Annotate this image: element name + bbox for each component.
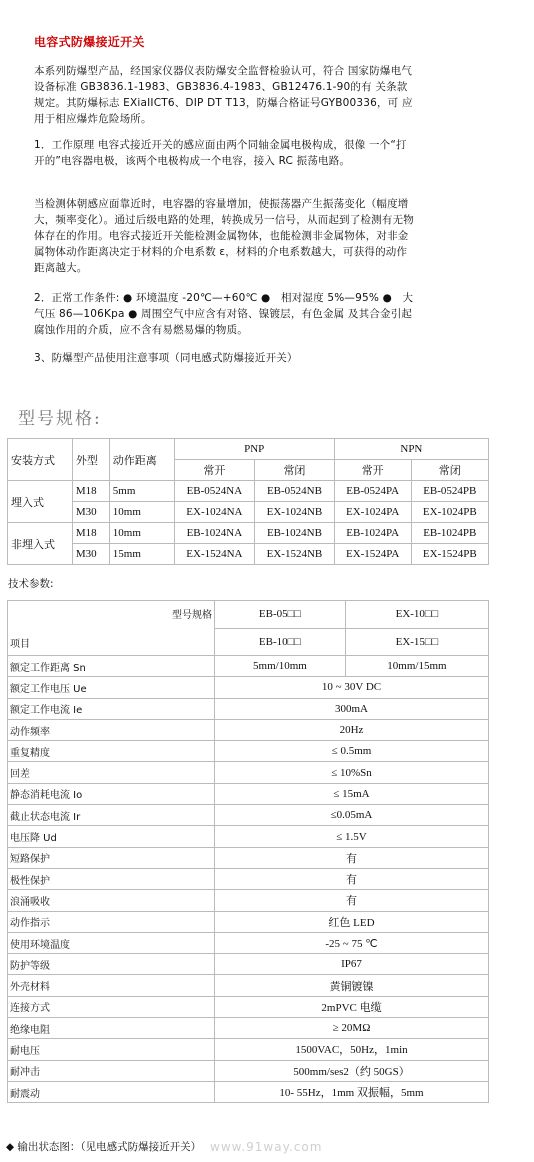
spec-label: 动作频率 [8,719,215,740]
spec-label: 动作指示 [8,911,215,932]
header-pnp-nc: 常闭 [255,460,335,481]
spec-value: IP67 [215,954,489,975]
cell-shape: M30 [72,544,109,565]
cell-shape: M18 [72,523,109,544]
output-state-note: ◆ 输出状态图：（见电感式防爆接近开关） [6,1141,202,1153]
detection-paragraph: 当检测体朝感应面靠近时，电容器的容量增加，使振荡器产生振荡变化（幅度增大，频率变化）。通过后级电路的处理，转换成另一信号，从而起到了检测有无物体存在的作用。电容式接近开关能检测金属物体，也能检测非金属物体，对非金属物体动作距离决定于材料的介电系数 ε，材料的介电系数越大，可获得的动作距离越大。 [34,198,414,274]
cell-distance: 10mm [109,502,174,523]
cell-pnp-nc: EX-1524NB [255,544,335,565]
spec-value: -25 ~ 75 ℃ [215,932,489,953]
page-title: 电容式防爆接近开关 [34,35,145,49]
cell-pnp-no: EB-0524NA [174,481,254,502]
cell-npn-nc: EX-1524PB [411,544,488,565]
header-npn-no: 常开 [334,460,411,481]
spec-value: 10 ~ 30V DC [215,677,489,698]
spec-value: 红色 LED [215,911,489,932]
group-nonembedded: 非埋入式 [8,523,73,565]
header-npn-nc: 常闭 [411,460,488,481]
spec-label: 极性保护 [8,868,215,889]
table-row [8,890,489,911]
spec-value: 2mPVC 电缆 [215,996,489,1017]
spec-value: 有 [215,890,489,911]
table-row [8,741,489,762]
spec-label: 静态消耗电流 Io [8,783,215,804]
header-pnp-no: 常开 [174,460,254,481]
spec-label: 重复精度 [8,741,215,762]
spec-table [7,600,489,1103]
spec-label: 浪涌吸收 [8,890,215,911]
model-spec-heading: 型号规格: [18,409,102,429]
working-principle-paragraph: 1．工作原理 电容式接近开关的感应面由两个同轴金属电极构成，很像 一个“打开的”电容器电极，该两个电极构成一个电容，接入 RC 振荡电路。 [34,139,407,167]
spec-label: 外壳材料 [8,975,215,996]
table-row [8,523,489,544]
spec-label: 防护等级 [8,954,215,975]
spec-value: ≤ 0.5mm [215,741,489,762]
cell-pnp-no: EX-1024NA [174,502,254,523]
spec-label: 使用环境温度 [8,932,215,953]
spec-label: 短路保护 [8,847,215,868]
precautions-paragraph: 3、防爆型产品使用注意事项（同电感式防爆接近开关） [34,352,298,364]
table-row [8,783,489,804]
table-row [8,1081,489,1102]
table-row [8,954,489,975]
table-row [8,656,489,677]
table-row [8,868,489,889]
cell-npn-no: EX-1024PA [334,502,411,523]
spec-label: 耐电压 [8,1039,215,1060]
spec-col2-bottom: EX-15□□ [345,628,488,656]
table-row [8,911,489,932]
cell-pnp-no: EB-1024NA [174,523,254,544]
table-row [8,698,489,719]
spec-value: 10mm/15mm [345,656,488,677]
spec-value: 20Hz [215,719,489,740]
model-table [7,438,489,565]
table-row [8,1018,489,1039]
table-row [8,762,489,783]
spec-value: ≤0.05mA [215,805,489,826]
spec-label: 连接方式 [8,996,215,1017]
spec-value: ≥ 20MΩ [215,1018,489,1039]
cell-pnp-nc: EB-1024NB [255,523,335,544]
cell-pnp-nc: EB-0524NB [255,481,335,502]
header-install: 安装方式 [8,439,73,481]
intro-paragraph: 本系列防爆型产品，经国家仪器仪表防爆安全监督检验认可，符合 国家防爆电气设备标准 GB3836.1-1983、GB3836.4-1983、GB12476.1-90的有 关条款规定。其防爆标志 EXiaIICT6、DIP DT T13，防爆合格证号GYB00336，可 应用于相应爆炸危险场所。 [34,65,413,125]
header-distance: 动作距离 [109,439,174,481]
spec-value: 300mA [215,698,489,719]
table-row [8,502,489,523]
spec-label: 额定工作电流 Ie [8,698,215,719]
tech-params-heading: 技术参数: [8,578,54,590]
table-row [8,975,489,996]
header-npn: NPN [334,439,488,460]
table-row [8,719,489,740]
table-row [8,932,489,953]
cell-distance: 10mm [109,523,174,544]
spec-label: 截止状态电流 Ir [8,805,215,826]
cell-shape: M30 [72,502,109,523]
spec-value: ≤ 10%Sn [215,762,489,783]
table-row [8,1060,489,1081]
site-watermark: www.91way.com [210,1140,323,1154]
spec-label: 耐冲击 [8,1060,215,1081]
working-conditions-paragraph: 2．正常工作条件: ● 环境温度 -20℃—+60℃ ● 相对湿度 5%—95% ● 大气压 86—106Kpa ● 周围空气中应含有对铬、镍镀层，有色金属 及其合金引起腐蚀作用的介质，应不含有易燃易爆的物质。 [34,292,414,336]
spec-value: 5mm/10mm [215,656,346,677]
spec-value: ≤ 15mA [215,783,489,804]
table-row [8,847,489,868]
spec-header-item: 项目 [10,639,30,650]
table-row [8,826,489,847]
cell-shape: M18 [72,481,109,502]
spec-label: 电压降 Ud [8,826,215,847]
table-row [8,805,489,826]
spec-label: 回差 [8,762,215,783]
table-row [8,677,489,698]
cell-distance: 15mm [109,544,174,565]
spec-header-cell [8,601,215,656]
spec-value: ≤ 1.5V [215,826,489,847]
cell-npn-no: EB-0524PA [334,481,411,502]
spec-col1-bottom: EB-10□□ [215,628,346,656]
cell-npn-nc: EB-0524PB [411,481,488,502]
table-row [8,481,489,502]
spec-header-model: 型号规格 [172,610,212,621]
cell-pnp-nc: EX-1024NB [255,502,335,523]
table-row [8,544,489,565]
table-row [8,1039,489,1060]
cell-distance: 5mm [109,481,174,502]
spec-label: 耐震动 [8,1081,215,1102]
cell-npn-no: EX-1524PA [334,544,411,565]
group-embedded: 埋入式 [8,481,73,523]
cell-npn-nc: EX-1024PB [411,502,488,523]
spec-value: 有 [215,868,489,889]
header-shape: 外型 [72,439,109,481]
spec-value: 黄铜镀镍 [215,975,489,996]
spec-label: 额定工作电压 Ue [8,677,215,698]
spec-value: 500mm/ses2（约 50GS） [215,1060,489,1081]
spec-label: 绝缘电阻 [8,1018,215,1039]
spec-label: 额定工作距离 Sn [8,656,215,677]
spec-value: 10- 55Hz，1mm 双振幅，5mm [215,1081,489,1102]
cell-npn-nc: EB-1024PB [411,523,488,544]
header-pnp: PNP [174,439,334,460]
spec-value: 有 [215,847,489,868]
spec-col1-top: EB-05□□ [215,601,346,629]
cell-npn-no: EB-1024PA [334,523,411,544]
cell-pnp-no: EX-1524NA [174,544,254,565]
spec-value: 1500VAC，50Hz，1min [215,1039,489,1060]
spec-col2-top: EX-10□□ [345,601,488,629]
table-row [8,996,489,1017]
